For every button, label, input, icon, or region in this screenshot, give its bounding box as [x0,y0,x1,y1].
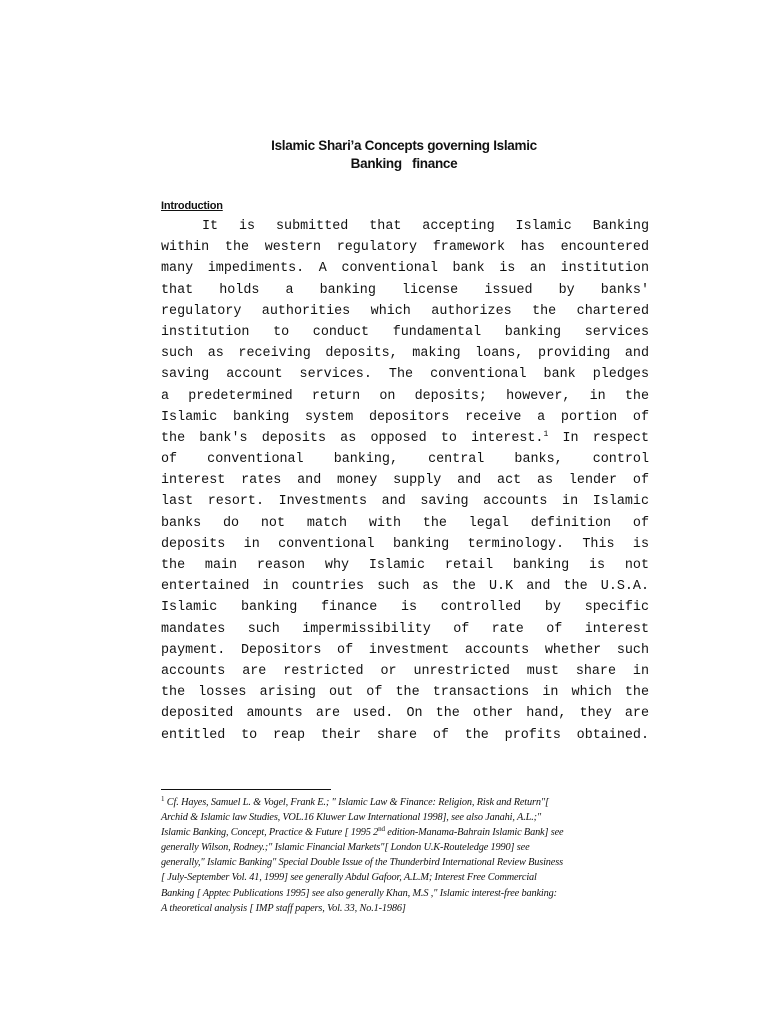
footnote-marker: 1 [161,795,165,803]
body-line: within the western regulatory framework has encountered [161,240,649,256]
section-heading-introduction: Introduction [161,200,223,212]
body-line: a predetermined return on deposits; however, in the [161,388,649,404]
body-line: the losses arising out of the transactions in which the [161,685,649,701]
footnote-line: Archid & Islamic law Studies, VOL.16 Kluwer Law International 1998], see also Janahi, A.L.;" [161,812,542,824]
footnote-line [161,795,661,810]
body-line: that holds a banking license issued by banks' [161,282,649,298]
footnote-line: generally Wilson, Rodney.;" Islamic Financial Markets"[ London U.K-Routeledge 1990] see [161,842,530,854]
body-line: Islamic banking system depositors receive a portion of [161,409,649,425]
body-line: entertained in countries such as the U.K and the U.S.A. [161,579,649,595]
title-line-1: Islamic Shari’a Concepts governing Islamic [271,138,537,153]
body-line: deposited amounts are used. On the other hand, they are [161,706,649,722]
footnote-ordinal: nd [378,825,385,834]
footnote-line: Banking [ Apptec Publications 1995] see also generally Khan, M.S ," Islamic interest-free banking: [161,887,557,899]
body-line-with-footnote-ref [161,428,649,449]
body-line: Islamic banking finance is controlled by specific [161,600,649,616]
body-line: such as receiving deposits, making loans, providing and [161,346,649,362]
footnote-text: edition-Manama-Bahrain Islamic Bank] see [384,827,564,839]
body-line: of conventional banking, central banks, control [161,452,649,468]
body-line: It is submitted that accepting Islamic Banking [202,219,649,234]
title-line-2: Banking finance [350,156,458,171]
footnote-line: A theoretical analysis [ IMP staff papers, Vol. 33, No.1-1986] [161,902,406,914]
body-line: accounts are restricted or unrestricted must share in [161,663,649,679]
body-paragraph [161,216,649,746]
body-line: banks do not match with the legal definition of [161,515,649,531]
body-line: the main reason why Islamic retail banking is not [161,558,649,573]
body-line: mandates such impermissibility of rate of interest [161,621,649,637]
body-line: deposits in conventional banking terminology. This is [161,536,649,552]
body-line: interest rates and money supply and act as lender of [161,473,649,489]
footnote [161,795,661,916]
body-line-text: In respect [562,430,649,446]
body-line: many impediments. A conventional bank is an institution [161,261,649,277]
footnote-line: generally," Islamic Banking" Special Double Issue of the Thunderbird International Review Business [161,857,563,869]
body-line: payment. Depositors of investment accounts whether such [161,642,649,658]
body-line: last resort. Investments and saving accounts in Islamic [161,494,649,510]
footnote-line [161,825,661,840]
footnote-text: Islamic Banking, Concept, Practice & Future [ 1995 2 [161,827,379,839]
body-line: institution to conduct fundamental banking services [161,324,649,340]
body-line: saving account services. The conventional bank pledges [161,367,649,383]
document-title [160,137,648,173]
footnote-separator [161,789,331,790]
body-line: entitled to reap their share of the profits obtained. [161,727,649,743]
footnote-text: Cf. Hayes, Samuel L. & Vogel, Frank E.; " Islamic Law & Finance: Religion, Risk and Return"[ [166,797,549,808]
body-line-text: the bank's deposits as opposed to interest. [161,430,544,446]
footnote-reference: 1 [543,429,549,439]
body-line: regulatory authorities which authorizes the chartered [161,303,649,319]
footnote-line: [ July-September Vol. 41, 1999] see generally Abdul Gafoor, A.L.M; Interest Free Commercial [161,872,537,884]
